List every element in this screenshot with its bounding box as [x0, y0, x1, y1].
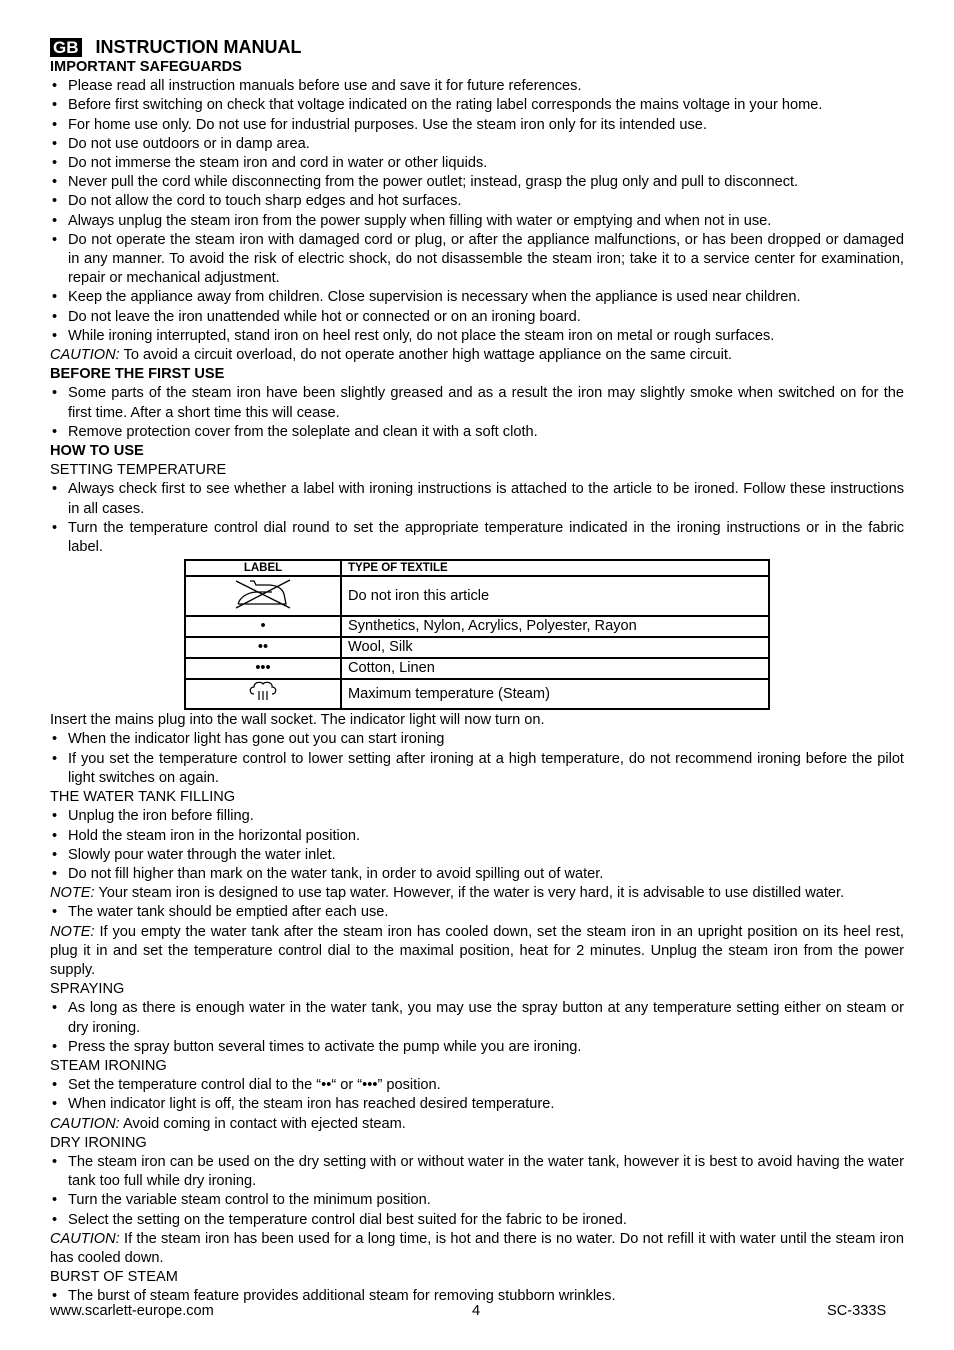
safeguards-list — [50, 77, 904, 346]
label-cell — [185, 576, 341, 616]
spraying-heading: SPRAYING — [50, 981, 125, 998]
list-item: • If you set the temperature control to lower setting after ironing at a high temperature, do not recommend ironing before the pilot light switches on again. — [50, 750, 904, 788]
list-item: • Slowly pour water through the water inlet. — [50, 846, 904, 865]
list-item: • Always unplug the steam iron from the power supply when filling with water or emptying and when not in use. — [50, 212, 904, 231]
note-label: NOTE: — [50, 923, 95, 940]
list-item: • Some parts of the steam iron have been slightly greased and as a result the iron may slightly smoke when switched on for the first time. After a short time this will cease. — [50, 384, 904, 422]
caution-label: CAUTION: — [50, 347, 120, 364]
caution-paragraph — [50, 1115, 904, 1134]
water-tank-heading: THE WATER TANK FILLING — [50, 789, 236, 806]
language-badge: GB — [50, 38, 82, 57]
list-item: • Press the spray button several times to activate the pump while you are ironing. — [50, 1038, 904, 1057]
list-item: • Do not leave the iron unattended while hot or connected or on an ironing board. — [50, 308, 904, 327]
dry-ironing-list — [50, 1153, 904, 1230]
list-item: • For home use only. Do not use for industrial purposes. Use the steam iron only for its intended use. — [50, 116, 904, 135]
type-cell: Cotton, Linen — [341, 658, 769, 679]
type-column-header: TYPE OF TEXTILE — [341, 560, 769, 576]
table-row — [185, 679, 769, 709]
list-item: • Always check first to see whether a label with ironing instructions is attached to the article to be ironed. Follow these instructions in all cases. — [50, 480, 904, 518]
label-cell — [185, 679, 341, 709]
type-cell: Synthetics, Nylon, Acrylics, Polyester, Rayon — [341, 616, 769, 637]
caution-label: CAUTION: — [50, 1230, 120, 1247]
table-header-row — [185, 560, 769, 576]
list-item: • Do not operate the steam iron with damaged cord or plug, or after the appliance malfunctions, or has been dropped or damaged in any manner. To avoid the risk of electric shock, do not disassemble the steam iron; take it to a service center for examination, repair or mechanical adjustment. — [50, 231, 904, 289]
list-item: • When indicator light is off, the steam iron has reached desired temperature. — [50, 1095, 904, 1114]
list-item: • The steam iron can be used on the dry setting with or without water in the water tank, however it is best to avoid having the water tank too full while dry ironing. — [50, 1153, 904, 1191]
footer-website: www.scarlett-europe.com — [50, 1303, 214, 1319]
list-item: • Do not use outdoors or in damp area. — [50, 135, 904, 154]
list-item: • Keep the appliance away from children. Close supervision is necessary when the appliance is used near children. — [50, 288, 904, 307]
list-item: • Turn the temperature control dial round to set the appropriate temperature indicated in the ironing instructions or in the fabric label. — [50, 519, 904, 557]
page-title: INSTRUCTION MANUAL — [95, 37, 302, 57]
spraying-list — [50, 999, 904, 1057]
list-item: • Never pull the cord while disconnecting from the power outlet; instead, grasp the plug only and pull to disconnect. — [50, 173, 904, 192]
water-tank-list — [50, 807, 904, 884]
list-item: • Before first switching on check that voltage indicated on the rating label corresponds the mains voltage in your home. — [50, 96, 904, 115]
how-to-use-heading: HOW TO USE — [50, 443, 144, 460]
list-item: • Do not allow the cord to touch sharp edges and hot surfaces. — [50, 192, 904, 211]
list-item: • Turn the variable steam control to the minimum position. — [50, 1191, 904, 1210]
burst-heading: BURST OF STEAM — [50, 1269, 178, 1286]
caution-paragraph — [50, 1230, 904, 1268]
note-paragraph — [50, 923, 904, 981]
label-cell: • — [185, 616, 341, 637]
caution-text: If the steam iron has been used for a long time, is hot and there is no water. Do not refill it with water until the steam iron has cooled down. — [50, 1230, 904, 1266]
type-cell: Wool, Silk — [341, 637, 769, 658]
list-item: • The burst of steam feature provides additional steam for removing stubborn wrinkles. — [50, 1287, 904, 1306]
manual-title — [50, 36, 904, 58]
indicator-list — [50, 730, 904, 788]
type-cell: Maximum temperature (Steam) — [341, 679, 769, 709]
table-row — [185, 637, 769, 658]
list-item: • Hold the steam iron in the horizontal position. — [50, 827, 904, 846]
crossed-iron-icon — [232, 577, 294, 609]
caution-text: To avoid a circuit overload, do not operate another high wattage appliance on the same circuit. — [119, 347, 732, 364]
label-cell: ••• — [185, 658, 341, 679]
list-item: • Set the temperature control dial to the “••“ or “•••” position. — [50, 1076, 904, 1095]
list-item: • Do not immerse the steam iron and cord in water or other liquids. — [50, 154, 904, 173]
label-cell: •• — [185, 637, 341, 658]
textile-table — [184, 559, 770, 710]
table-row — [185, 658, 769, 679]
first-use-heading: BEFORE THE FIRST USE — [50, 366, 225, 383]
steam-ironing-heading: STEAM IRONING — [50, 1057, 167, 1074]
indicator-paragraph: Insert the mains plug into the wall socket. The indicator light will now turn on. — [50, 712, 545, 729]
list-item: • When the indicator light has gone out you can start ironing — [50, 730, 904, 749]
table-row — [185, 576, 769, 616]
note-text: If you empty the water tank after the steam iron has cooled down, set the steam iron in an upright position on its heel rest, plug it in and set the temperature control dial to the maximal position, heat for 2 minutes. Unplug the steam iron from the power supply. — [50, 923, 904, 978]
setting-temperature-heading: SETTING TEMPERATURE — [50, 462, 227, 479]
safeguards-heading: IMPORTANT SAFEGUARDS — [50, 59, 242, 75]
list-item: • Please read all instruction manuals before use and save it for future references. — [50, 77, 904, 96]
manual-page — [50, 36, 904, 1307]
list-item: • As long as there is enough water in the water tank, you may use the spray button at any temperature setting either on steam or dry ironing. — [50, 999, 904, 1037]
list-item: • Select the setting on the temperature control dial best suited for the fabric to be ironed. — [50, 1211, 904, 1230]
caution-label: CAUTION: — [50, 1115, 120, 1132]
list-item: • Remove protection cover from the soleplate and clean it with a soft cloth. — [50, 423, 904, 442]
dry-ironing-heading: DRY IRONING — [50, 1134, 147, 1151]
caution-paragraph — [50, 346, 904, 365]
list-item: • Do not fill higher than mark on the water tank, in order to avoid spilling out of water. — [50, 865, 904, 884]
setting-temperature-list — [50, 480, 904, 557]
note-label: NOTE: — [50, 885, 95, 902]
list-item: • The water tank should be emptied after each use. — [50, 903, 904, 922]
note-text: Your steam iron is designed to use tap water. However, if the water is very hard, it is advisable to use distilled water. — [94, 885, 845, 902]
type-cell: Do not iron this article — [341, 576, 769, 616]
list-item: • While ironing interrupted, stand iron on heel rest only, do not place the steam iron on metal or rough surfaces. — [50, 327, 904, 346]
steam-icon — [247, 680, 279, 702]
list-item: • Unplug the iron before filling. — [50, 807, 904, 826]
steam-ironing-list — [50, 1076, 904, 1114]
caution-text: Avoid coming in contact with ejected steam. — [119, 1115, 406, 1132]
footer-page-number: 4 — [472, 1303, 481, 1319]
note-paragraph — [50, 884, 904, 903]
first-use-list — [50, 384, 904, 442]
table-row — [185, 616, 769, 637]
water-tank-list-2 — [50, 903, 904, 922]
footer-model: SC-333S — [827, 1303, 887, 1319]
label-column-header: LABEL — [185, 560, 341, 576]
